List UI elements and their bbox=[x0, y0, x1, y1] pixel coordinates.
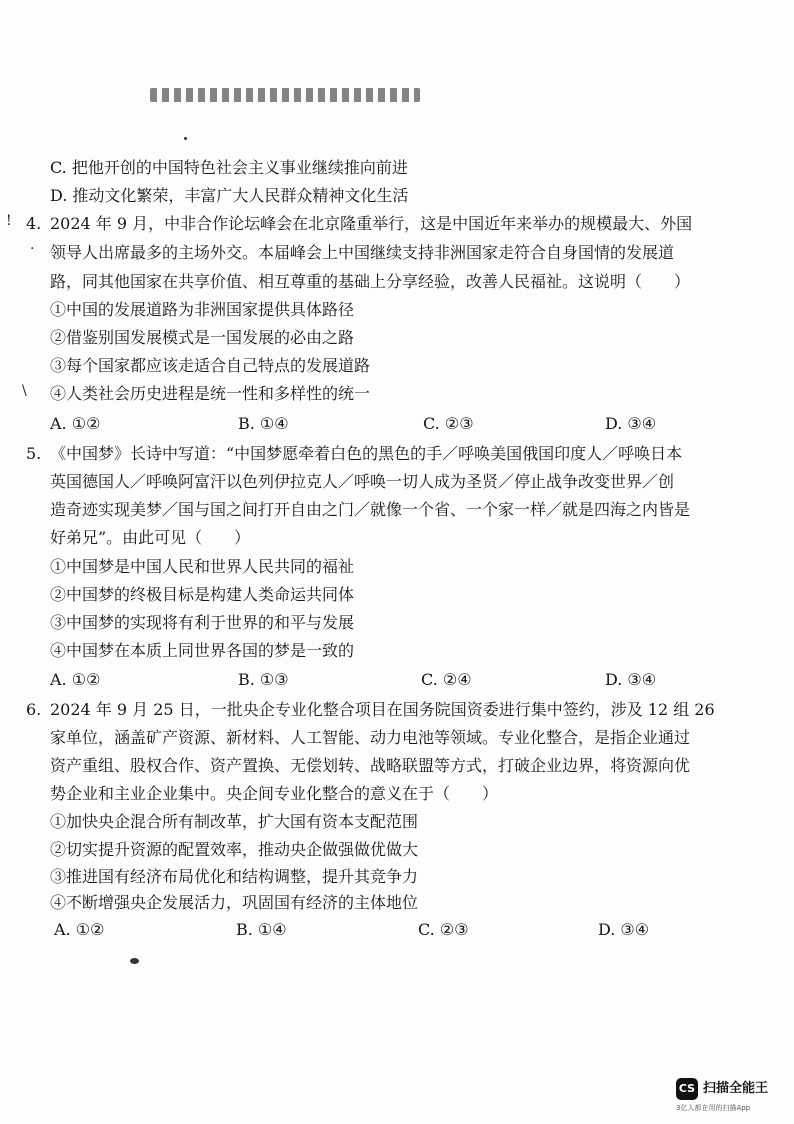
q5-statement-3: ③中国梦的实现将有利于世界的和平与发展 bbox=[50, 613, 355, 632]
q4-stem-line: 领导人出席最多的主场外交。本届峰会上中国继续支持非洲国家走符合自身国情的发展道 bbox=[50, 243, 675, 262]
q5-statement-2: ②中国梦的终极目标是构建人类命运共同体 bbox=[50, 585, 355, 604]
q4-statement-3: ③每个国家都应该走适合自己特点的发展道路 bbox=[50, 356, 371, 375]
q4-statement-4: ④人类社会历史进程是统一性和多样性的统一 bbox=[50, 384, 371, 403]
q6-statement-3: ③推进国有经济布局优化和结构调整，提升其竞争力 bbox=[50, 867, 419, 886]
q5-option-a: A. ①② bbox=[50, 670, 101, 689]
q6-stem-line: 资产重组、股权合作、资产置换、无偿划转、战略联盟等方式，打破企业边界，将资源向优 bbox=[50, 756, 691, 775]
q6-options bbox=[50, 920, 690, 940]
q4-stem-line: 2024 年 9 月，中非合作论坛峰会在北京隆重举行，这是中国近年来举办的规模最大、外国 bbox=[50, 214, 693, 233]
q4-option-c: C. ②③ bbox=[423, 414, 474, 433]
q5-option-c: C. ②④ bbox=[421, 670, 472, 689]
watermark-tagline: 3亿人都在用的扫描App bbox=[676, 1104, 751, 1112]
q6-option-a: A. ①② bbox=[54, 920, 105, 939]
q6-stem-line: 2024 年 9 月 25 日，一批央企专业化整合项目在国务院国资委进行集中签约，涉及 12 组 26 bbox=[50, 700, 715, 719]
q5-stem-line: 英国德国人／呼唤阿富汗以色列伊拉克人／呼唤一切人成为圣贤／停止战争改变世界／创 bbox=[50, 472, 675, 491]
q5-statement-1: ①中国梦是中国人民和世界人民共同的福祉 bbox=[50, 557, 355, 576]
q6-option-c: C. ②③ bbox=[418, 920, 469, 939]
q5-number: 5. bbox=[26, 444, 42, 463]
cropped-text-fragment bbox=[150, 88, 420, 102]
q4-stem-line: 路，同其他国家在共享价值、相互尊重的基础上分享经验，改善人民福祉。这说明（ ） bbox=[50, 272, 691, 291]
q4-option-b: B. ①④ bbox=[238, 414, 289, 433]
q3-option-d: D. 推动文化繁荣，丰富广大人民群众精神文化生活 bbox=[50, 186, 409, 205]
q5-option-d: D. ③④ bbox=[605, 670, 657, 689]
q4-options bbox=[50, 414, 690, 434]
q5-stem-line: 好弟兄”。由此可见（ ） bbox=[50, 528, 251, 547]
scanner-watermark bbox=[676, 1078, 780, 1114]
q6-statement-1: ①加快央企混合所有制改革，扩大国有资本支配范围 bbox=[50, 812, 419, 831]
q4-option-a: A. ①② bbox=[50, 414, 101, 433]
q5-option-b: B. ①③ bbox=[238, 670, 289, 689]
q5-stem-line: 《中国梦》长诗中写道：“中国梦愿牵着白色的黑色的手／呼唤美国俄国印度人／呼唤日本 bbox=[50, 444, 683, 463]
q6-option-b: B. ①④ bbox=[236, 920, 287, 939]
q3-option-c: C. 把他开创的中国特色社会主义事业继续推向前进 bbox=[50, 158, 408, 177]
q6-statement-2: ②切实提升资源的配置效率，推动央企做强做优做大 bbox=[50, 840, 419, 859]
q6-stem-line: 势企业和主业企业集中。央企间专业化整合的意义在于（ ） bbox=[50, 784, 499, 803]
watermark-app-name: 扫描全能王 bbox=[703, 1081, 769, 1096]
q6-number: 6. bbox=[26, 700, 42, 719]
q4-statement-2: ②借鉴别国发展模式是一国发展的必由之路 bbox=[50, 328, 355, 347]
q6-option-d: D. ③④ bbox=[598, 920, 650, 939]
q4-statement-1: ①中国的发展道路为非洲国家提供具体路径 bbox=[50, 300, 355, 319]
margin-mark: · bbox=[30, 241, 35, 257]
q5-statement-4: ④中国梦在本质上同世界各国的梦是一致的 bbox=[50, 641, 355, 660]
q6-statement-4: ④不断增强央企发展活力，巩固国有经济的主体地位 bbox=[50, 893, 419, 912]
q6-stem-line: 家单位，涵盖矿产资源、新材料、人工智能、动力电池等领域。专业化整合，是指企业通过 bbox=[50, 728, 691, 747]
q5-stem-line: 造奇迹实现美梦／国与国之间打开自由之门／就像一个省、一个家一样／就是四海之内皆是 bbox=[50, 500, 691, 519]
scan-speck bbox=[184, 137, 187, 140]
scan-speck bbox=[130, 958, 139, 964]
q5-options bbox=[50, 670, 690, 690]
q4-number: 4. bbox=[26, 214, 42, 233]
q4-option-d: D. ③④ bbox=[605, 414, 657, 433]
camscanner-logo-icon: CS bbox=[676, 1078, 698, 1100]
margin-mark: ! bbox=[6, 213, 12, 229]
margin-mark: \ bbox=[22, 383, 27, 399]
